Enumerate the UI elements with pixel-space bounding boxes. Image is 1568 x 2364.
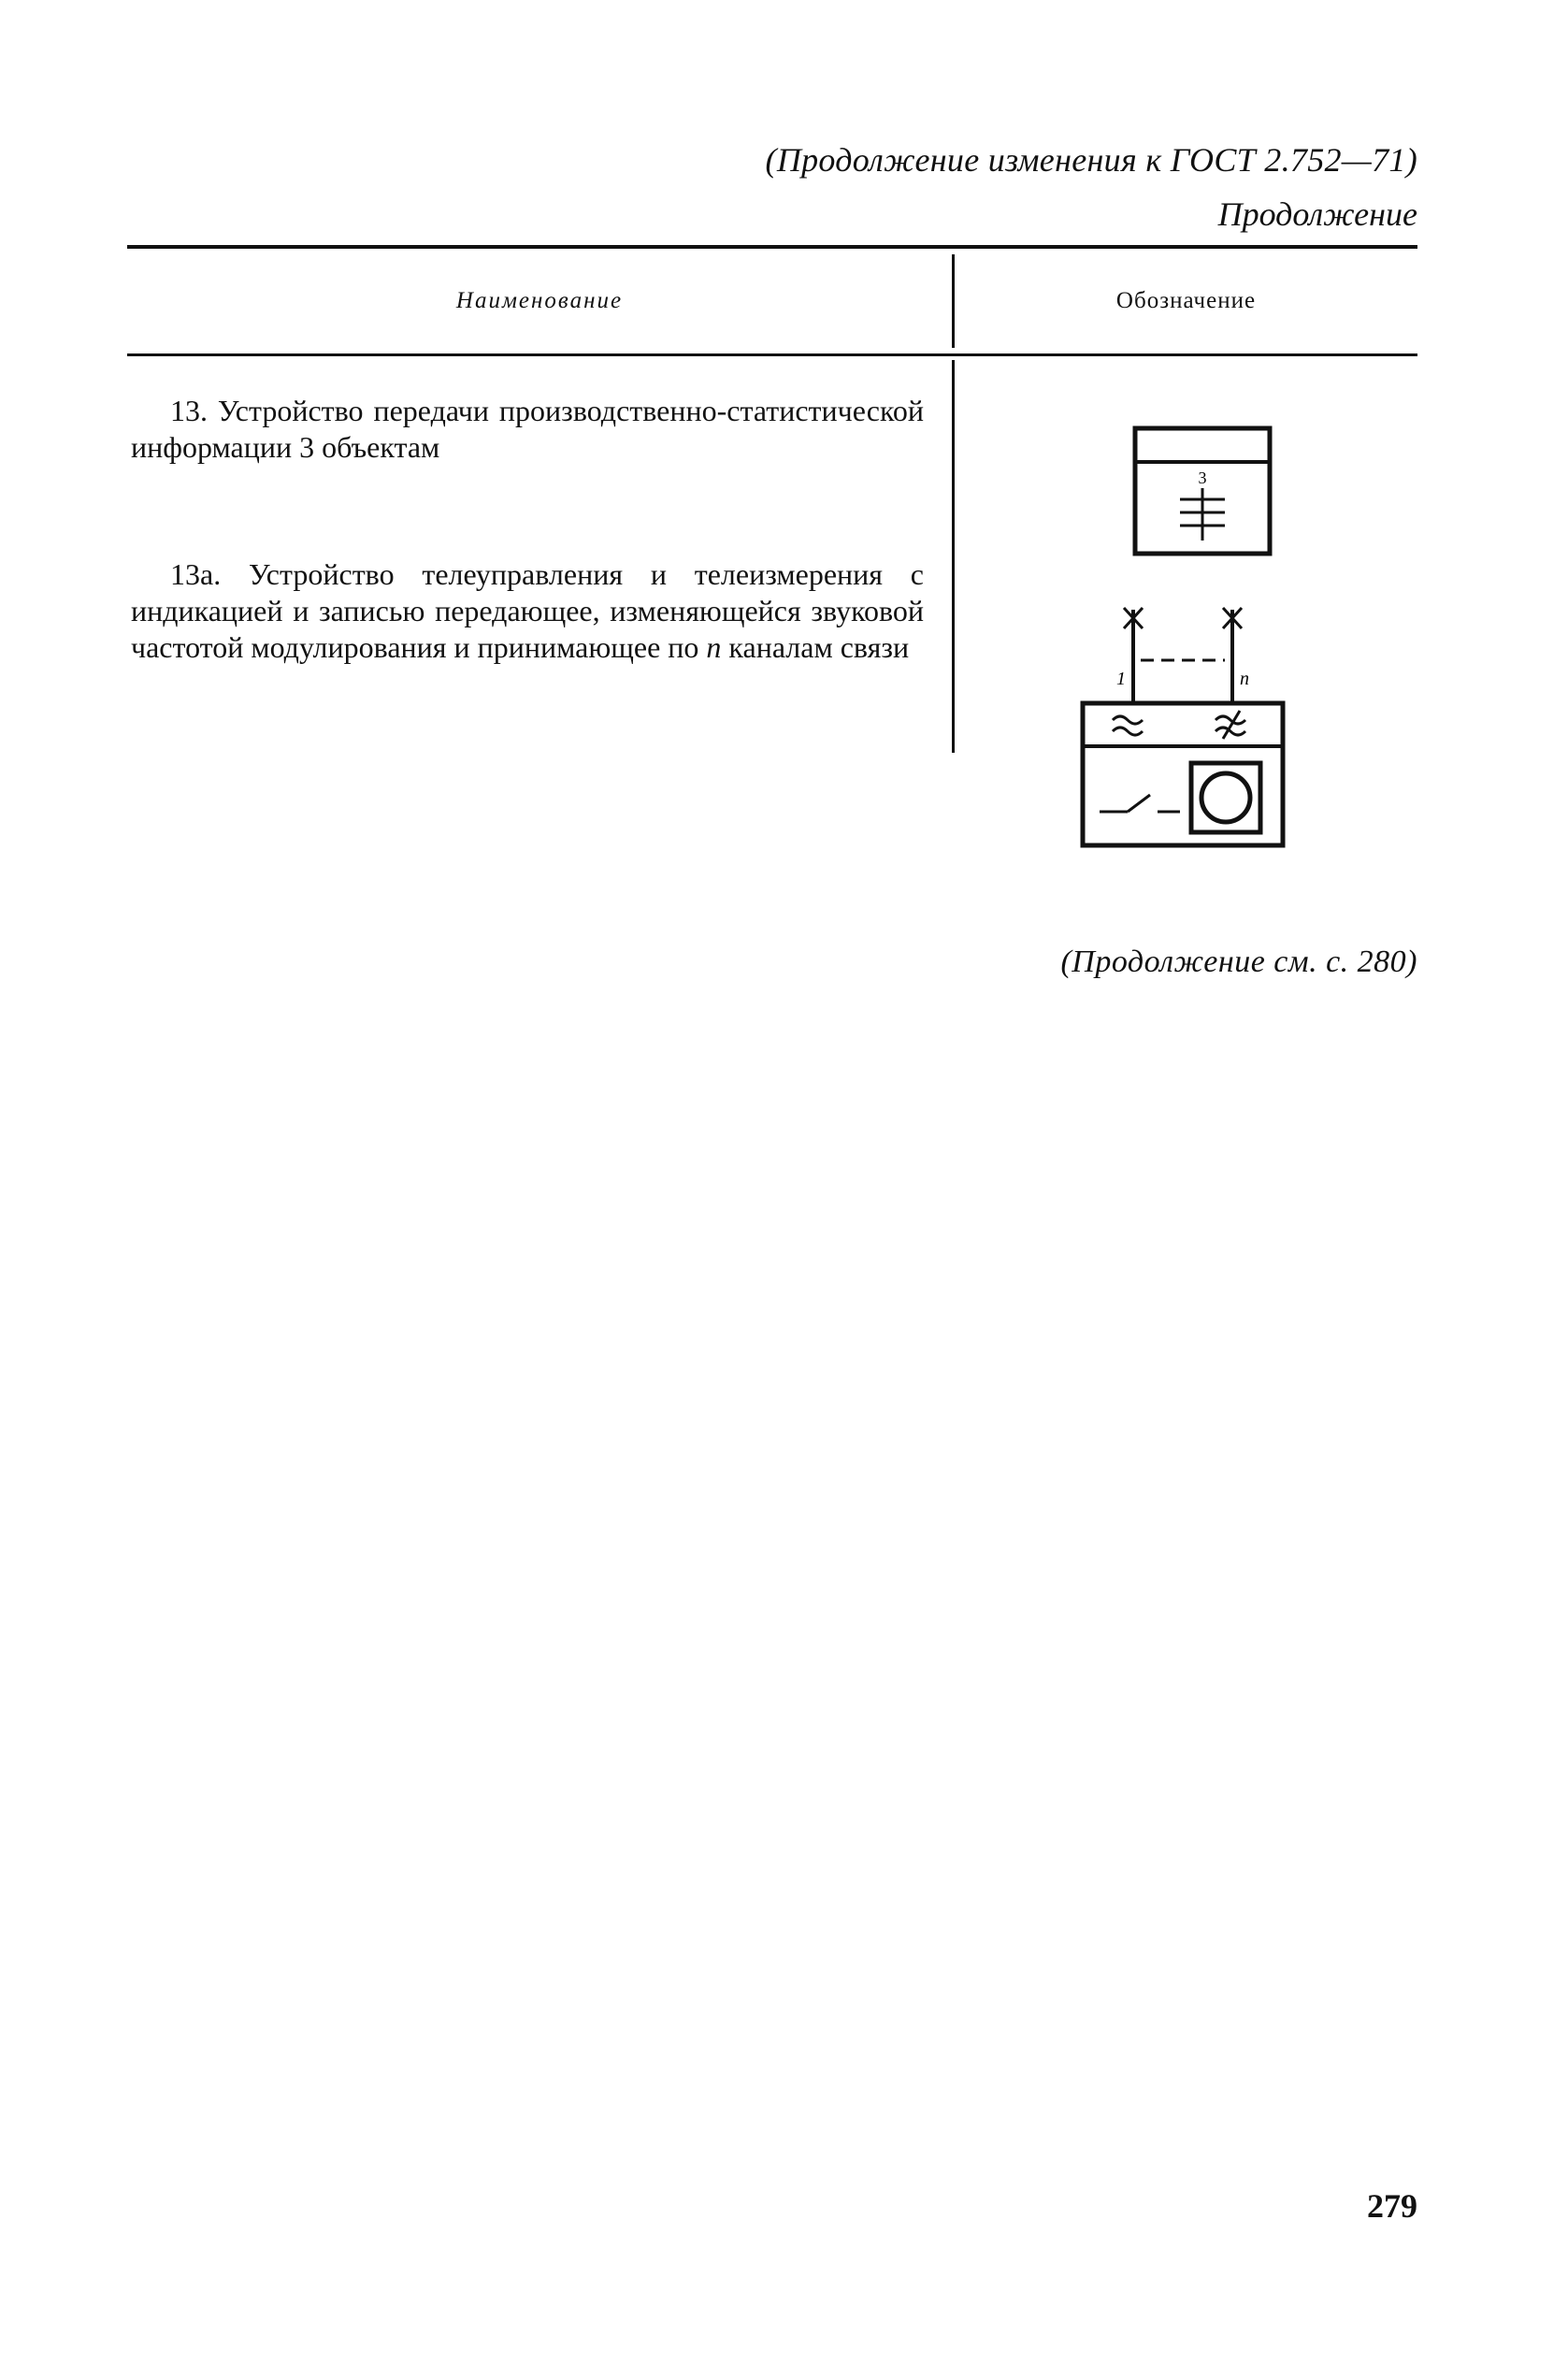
column-header-name: Наименование	[455, 288, 624, 313]
object-count-label: 3	[1198, 468, 1207, 487]
column-header-symbol: Обозначение	[1115, 288, 1257, 313]
entry-13a-text: 13а. Устройство телеуправления и телеизмерения с индикацией и записью передающее, изменяющейся звуковой частотой модулирования и принимающее по n каналам связи	[131, 557, 924, 664]
footer-continuation: (Продолжение см. с. 280)	[1060, 944, 1417, 979]
table-row	[131, 393, 924, 466]
table-top-rule	[127, 245, 1417, 249]
table-row	[131, 556, 924, 666]
telecontrol-telemetry-device-symbol	[1075, 598, 1290, 851]
header-continuation: (Продолжение изменения к ГОСТ 2.752—71)	[765, 141, 1417, 179]
header-subtitle: Продолжение	[1217, 195, 1417, 233]
entry-13-text: 13. Устройство передачи производственно-статистической информации 3 объектам	[131, 394, 924, 464]
production-statistics-transmitter-symbol	[1128, 421, 1277, 561]
n-variable: n	[706, 630, 722, 664]
page-number: 279	[1367, 2187, 1417, 2225]
channel-label-n: n	[1240, 669, 1249, 689]
table-header-rule	[127, 353, 1417, 356]
channel-label-first: 1	[1116, 669, 1126, 689]
column-divider-body	[952, 360, 955, 753]
